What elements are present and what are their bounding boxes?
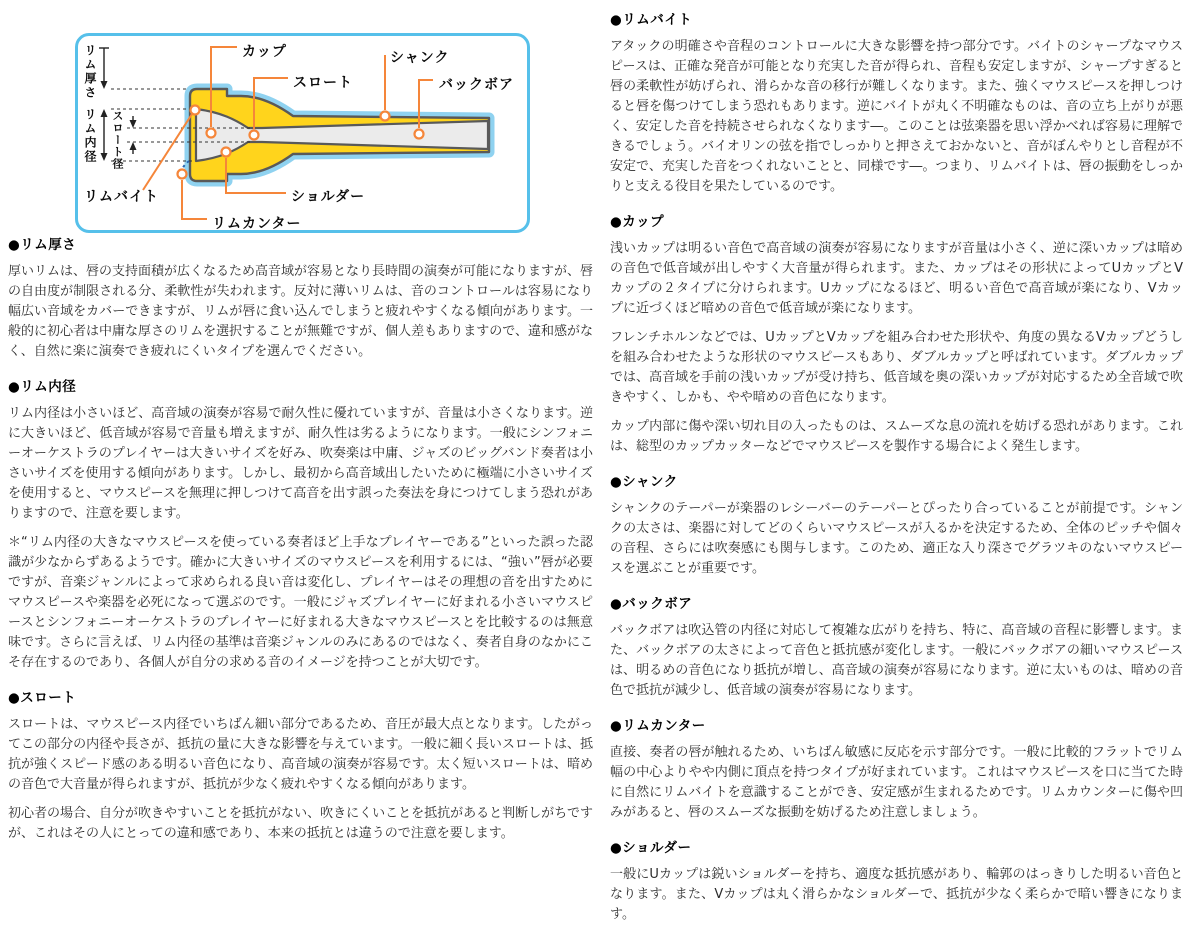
section-heading: ●シャンク (610, 474, 678, 490)
section-paragraph: カップ内部に傷や深い切れ目の入ったものは、スムーズな息の流れを妨げる恐れがあります。これは、総型のカップカッターなどでマウスピースを製作する場合によく発生します。 (610, 419, 1183, 454)
section-paragraph: アタックの明確さや音程のコントロールに大きな影響を持つ部分です。バイトのシャープなマウスピースは、正確な発音が可能となり充実した音が得られ、音程も安定しますが、シャープすぎると唇の柔軟性が妨げられ、滑らかな音の移行が難しくなります。また、強くマウスピースを押しつけると唇を傷つけてしまう恐れもあります。逆にバイトが丸く不明確なものは、音の立ち上がりが悪く、安定した音を持続させられなくなります―。このことは弦楽器を思い浮かべれば容易に理解できるでしょう。バイオリンの弦を指でしっかりと押さえておかないと、音がぼんやりとし音程が不安定で、充実した音をつくれないことと、同様です―。つまり、リムバイトは、唇の振動をしっかりと支える役目を果たしているのです。 (610, 39, 1183, 194)
section-heading: ●リムカンター (610, 718, 706, 734)
section-heading: ●スロート (8, 690, 77, 706)
section-paragraph: シャンクのテーパーが楽器のレシーバーのテーパーとぴったり合っていることが前提です。シャンクの太さは、楽器に対してどのくらいマウスピースが入るかを決定するため、全体のピッチや個々の音程、さらには吹奏感にも関与します。このため、適正な入り深さでグラツキのないマウスピースを選ぶことが重要です。 (610, 501, 1183, 576)
section-paragraph: フレンチホルンなどでは、UカップとVカップを組み合わせた形状や、角度の異なるVカップどうしを組み合わせたような形状のマウスピースもあり、ダブルカップと呼ばれています。ダブルカップでは、高音域を手前の浅いカップが受け持ち、低音域を奥の深いカップが対応するため全音域で吹きやすく、しかも、やや暗めの音色になります。 (610, 330, 1183, 405)
section-paragraph: スロートは、マウスピース内径でいちばん細い部分であるため、音圧が最大点となります。したがってこの部分の内径や長さが、抵抗の量に大きな影響を与えています。一般に細く長いスロートは、抵抗が強くスピード感のある明るい音色になり、高音域の演奏が容易です。太く短いスロートは、暗めの音色で大音量が得られますが、抵抗が少なく疲れやすくなる傾向があります。 (8, 717, 593, 792)
section-shank (610, 470, 1183, 579)
section-backbore (610, 592, 1183, 701)
shoulder-label: ショルダー (291, 189, 366, 205)
shank-label: シャンク (390, 50, 450, 66)
section-throat (8, 686, 593, 844)
right-column (593, 0, 1191, 938)
section-heading: ●リム厚さ (8, 237, 77, 253)
section-cup (610, 210, 1183, 457)
section-heading: ●リムバイト (610, 12, 693, 28)
section-rim-inner-diameter (8, 375, 593, 673)
backbore-label: バックボア (439, 77, 514, 93)
section-paragraph: 直接、奏者の唇が触れるため、いちばん敏感に反応を示す部分です。一般に比較的フラットでリム幅の中心よりやや内側に頂点を持つタイプが好まれています。これはマウスピースを口に当てた時に自然にリムバイトを意識することができ、安定感が生まれるためです。リムカウンターに傷や凹みがあると、唇のスムーズな振動を妨げるため注意しましょう。 (610, 745, 1183, 820)
section-paragraph: ＊“リム内径の大きなマウスピースを使っている奏者ほど上手なプレイヤーである”といった誤った認識が少なからずあるようです。確かに大きいサイズのマウスピースを利用するには、“強い”唇が必要ですが、音楽ジャンルによって求められる良い音は変化し、プレイヤーはその理想の音を出すためにマウスピースや楽器を必死になって選ぶのです。一般にジャズプレイヤーに好まれる小さいマウスピースとシンフォニーオーケストラのプレイヤーに好まれる大きなマウスピースとを比較するのは無意味です。さらに言えば、リム内径の基準は音楽ジャンルのみにあるのではなく、奏者自身のなかにこそ存在するのであり、各個人が自分の求める音のイメージを持つことが大切です。 (8, 535, 593, 670)
section-shoulder (610, 836, 1183, 925)
section-paragraph: リム内径は小さいほど、高音域の演奏が容易で耐久性に優れていますが、音量は小さくなります。逆に大きいほど、低音域が容易で音量も増えますが、耐久性は劣るようになります。一般にシンフォニーオーケストラのプレイヤーは大きいサイズを好み、吹奏楽は中庸、ジャズのビッグバンド奏者は小さいサイズを使用する傾向があります。しかし、最初から高音域出したいために極端に小さいサイズを使用すると、マウスピースを無理に押しつけて高音を出す誤った奏法を身につけてしまう恐れがありますので、注意を要します。 (8, 406, 593, 521)
rim-inner-diameter-label: リム内径 (83, 108, 97, 164)
section-paragraph: 厚いリムは、唇の支持面積が広くなるため高音域が容易となり長時間の演奏が可能になりますが、唇の自由度が制限される分、柔軟性が失われます。反対に薄いリムは、音のコントロールは容易になり幅広い音域をカバーできますが、リムが唇に食い込んでしまうと疲れやすくなる傾向があります。一般的に初心者は中庸な厚さのリムを選択することが無難ですが、個人差もありますので、違和感がなく、自然に楽に演奏でき疲れにくいタイプを選んでください。 (8, 264, 594, 359)
section-heading: ●バックボア (610, 596, 693, 612)
cup-label: カップ (242, 44, 287, 60)
section-paragraph: 一般にUカップは鋭いショルダーを持ち、適度な抵抗感があり、輪郭のはっきりした明るい音色となります。また、Vカップは丸く滑らかなショルダーで、抵抗が少なく柔らかで暗い響きになります。 (610, 867, 1183, 922)
rim-contour-label: リムカンター (212, 216, 302, 232)
section-paragraph: 初心者の場合、自分が吹きやすいことを抵抗がない、吹きにくいことを抵抗があると判断しがちですが、これはその人にとっての違和感であり、本来の抵抗とは違うので注意を要します。 (8, 806, 593, 841)
section-rim-contour (610, 714, 1183, 823)
section-paragraph: 浅いカップは明るい音色で高音域の演奏が容易になりますが音量は小さく、逆に深いカップは暗めの音色で低音域が出しやすく大音量が得られます。また、カップはその形状によってUカップとVカップの２タイプに分けられます。Uカップになるほど、明るい音色で高音域が楽になり、Vカップに近づくほど暗めの音色で低音域が楽になります。 (610, 241, 1183, 316)
section-rim-bite (610, 8, 1183, 197)
marker-rim-contour (178, 170, 187, 179)
section-heading: ●リム内径 (8, 379, 77, 395)
throat-diameter-label: スロート径 (111, 110, 124, 170)
section-rim-thickness (8, 233, 593, 362)
section-paragraph: バックボアは吹込管の内径に対応して複雑な広がりを持ち、特に、高音域の音程に影響します。また、バックボアの太さによって音色と抵抗感が変化します。一般にバックボアの細いマウスピースは、明るめの音色になり抵抗が増し、高音域の演奏が容易になります。逆に太いものは、暗めの音色で抵抗が減少し、低音域の演奏が容易になります。 (610, 623, 1183, 698)
marker-shoulder (222, 148, 231, 157)
marker-shank (381, 112, 390, 121)
mouthpiece-diagram (75, 33, 530, 233)
section-heading: ●カップ (610, 214, 665, 230)
marker-cup (207, 129, 216, 138)
marker-throat (250, 131, 259, 140)
marker-backbore (415, 130, 424, 139)
left-column (0, 0, 593, 938)
throat-label: スロート (293, 75, 353, 91)
marker-rim-bite (191, 106, 200, 115)
rim-thickness-label: リム厚さ (83, 44, 97, 100)
section-heading: ●ショルダー (610, 840, 692, 856)
rim-bite-label: リムバイト (84, 189, 159, 205)
